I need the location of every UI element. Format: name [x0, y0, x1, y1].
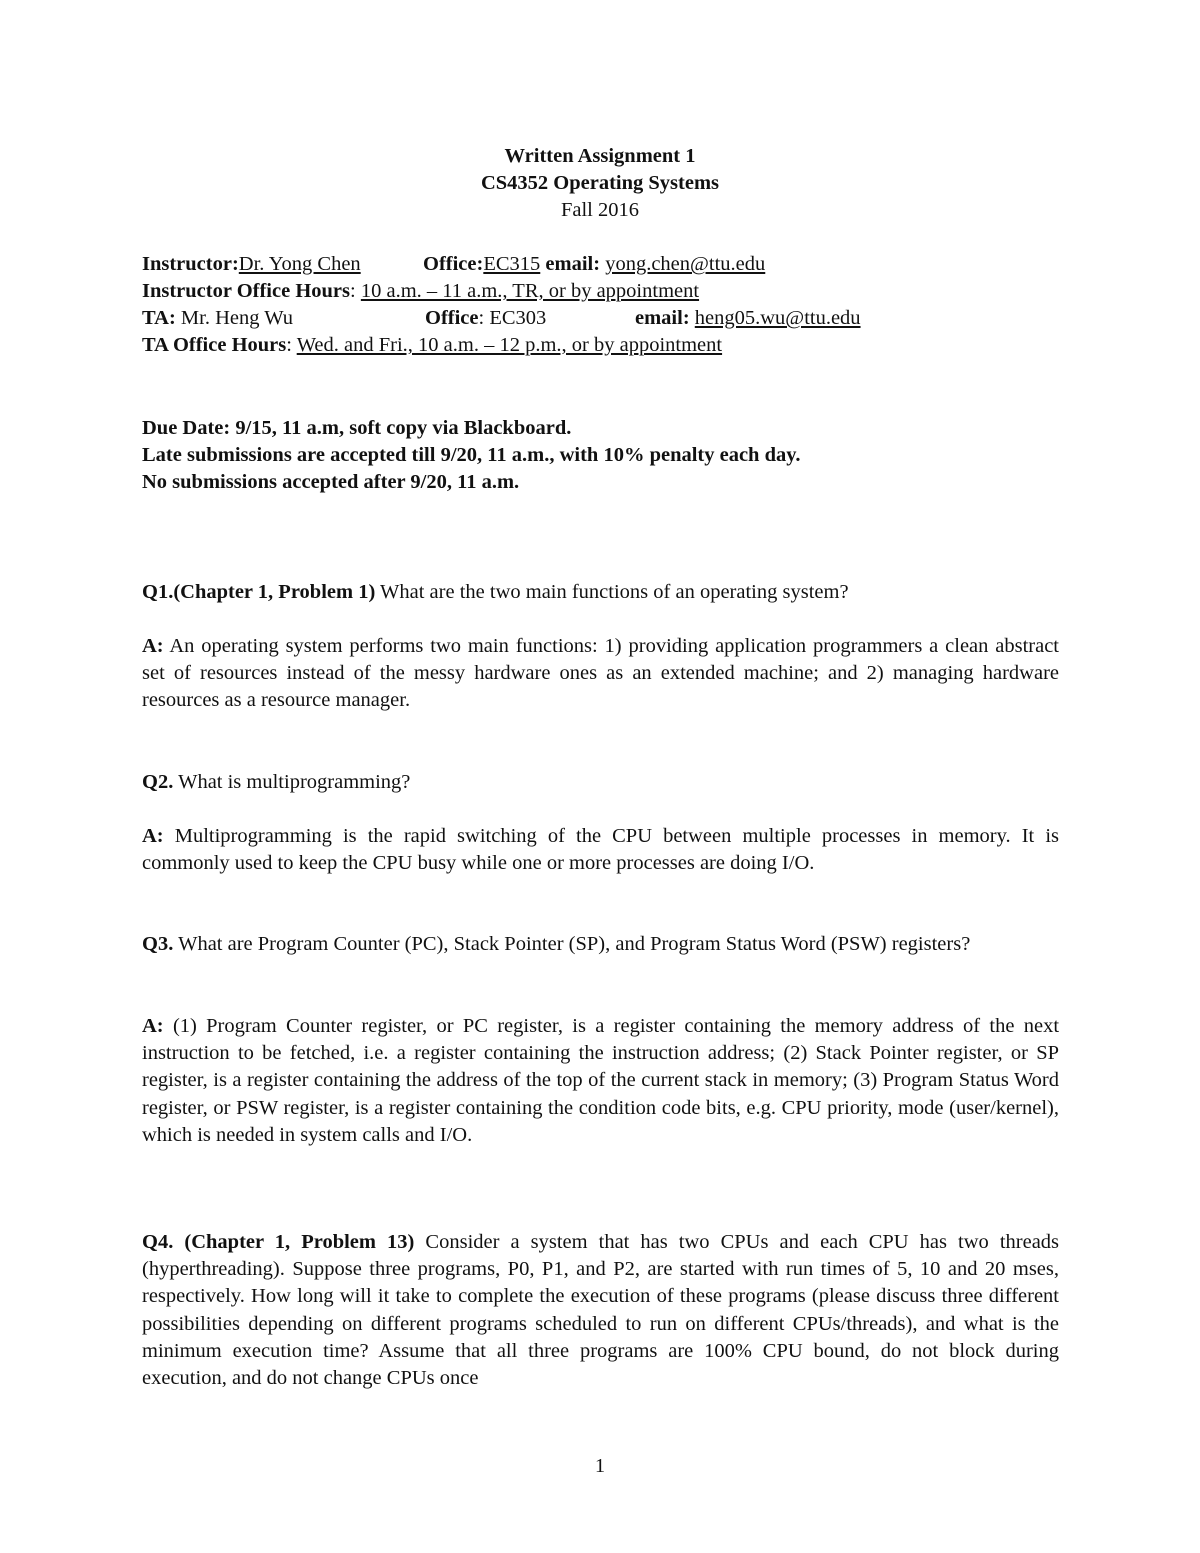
instructor-office: EC315	[483, 253, 541, 275]
question-3	[142, 931, 1059, 958]
question-text	[142, 931, 1059, 958]
document-header	[0, 143, 1200, 224]
answer-3	[142, 1013, 1059, 1149]
question-text	[142, 579, 1059, 606]
question-2	[142, 769, 1059, 796]
assignment-title: Written Assignment 1	[504, 145, 696, 167]
instructor-hours-row: Instructor Office Hours: 10 a.m. – 11 a.m., TR, or by appointment	[142, 280, 700, 302]
ta-office-label: Office	[425, 307, 479, 329]
answer-body: Multiprogramming is the rapid switching of the CPU between multiple processes in memory. It is commonly used to keep the CPU busy while one or more processes are doing I/O.	[142, 825, 1059, 875]
due-date-block	[142, 415, 1082, 496]
ta-row: TA: Mr. Heng Wu Office: EC303 email: heng05.wu@ttu.edu	[142, 307, 861, 329]
contact-info	[142, 251, 1082, 359]
course-title: CS4352 Operating Systems	[480, 172, 720, 194]
question-label: Q1.	[142, 581, 174, 603]
instructor-office-label: Office:	[423, 253, 484, 275]
answer-label: A:	[142, 1015, 164, 1037]
cutoff-policy: No submissions accepted after 9/20, 11 a.m.	[142, 471, 520, 493]
question-label: Q2.	[142, 771, 174, 793]
ta-hours: Wed. and Fri., 10 a.m. – 12 p.m., or by appointment	[296, 334, 723, 356]
question-body: What are the two main functions of an operating system?	[380, 581, 849, 603]
question-4	[142, 1229, 1059, 1392]
answer-label: A:	[142, 825, 164, 847]
question-body: What is multiprogramming?	[178, 771, 411, 793]
question-text	[142, 1229, 1059, 1392]
page-number: 1	[594, 1455, 606, 1477]
instructor-label: Instructor:	[142, 253, 239, 275]
answer-1	[142, 633, 1059, 715]
answer-text	[142, 1013, 1059, 1149]
instructor-email-link[interactable]: yong.chen@ttu.edu	[605, 253, 766, 275]
answer-label: A:	[142, 635, 164, 657]
question-1	[142, 579, 1059, 606]
instructor-row	[142, 251, 1082, 278]
instructor-hours: 10 a.m. – 11 a.m., TR, or by appointment	[360, 280, 700, 302]
due-date: Due Date: 9/15, 11 a.m, soft copy via Blackboard.	[142, 417, 572, 439]
answer-body: An operating system performs two main functions: 1) providing application programmers a clean abstract set of resources instead of the messy hardware ones as an extended machine; and 2) managing hardware resources as a resource manager.	[142, 635, 1059, 712]
ta-hours-row: TA Office Hours: Wed. and Fri., 10 a.m. – 12 p.m., or by appointment	[142, 334, 723, 356]
ta-hours-label: TA Office Hours	[142, 334, 287, 356]
instructor-name: Dr. Yong Chen	[238, 253, 361, 275]
term: Fall 2016	[560, 199, 640, 221]
late-policy: Late submissions are accepted till 9/20, 11 a.m., with 10% penalty each day.	[142, 444, 801, 466]
instructor-email-label: email:	[545, 253, 601, 275]
ta-name: Mr. Heng Wu	[180, 307, 294, 329]
ta-email-label: email:	[635, 307, 690, 329]
answer-body: (1) Program Counter register, or PC register, is a register containing the memory address of the next instruction to be fetched, i.e. a register containing the instruction address; (2) Stack Pointer register, or SP register, is a register containing the address of the top of the current stack in memory; (3) Program Status Word register, or PSW register, is a register containing the condition code bits, e.g. CPU priority, mode (user/kernel), which is needed in system calls and I/O.	[142, 1015, 1060, 1146]
question-text	[142, 769, 1059, 796]
answer-text	[142, 823, 1059, 877]
ta-email-link[interactable]: heng05.wu@ttu.edu	[694, 307, 861, 329]
question-body: What are Program Counter (PC), Stack Pointer (SP), and Program Status Word (PSW) registers?	[178, 933, 971, 955]
instructor-hours-label: Instructor Office Hours	[142, 280, 351, 302]
question-label: Q3.	[142, 933, 174, 955]
ta-label: TA:	[142, 307, 176, 329]
question-body: Consider a system that has two CPUs and each CPU has two threads (hyperthreading). Suppose three programs, P0, P1, and P2, are started with run times of 5, 10 and 20 mses, respectively. How long will it take to complete the execution of these programs (please discuss three different possibilities depending on different programs scheduled to run on different CPUs/threads), and what is the minimum execution time? Assume that all three programs are 100% CPU bound, do not block during execution, and do not change CPUs once	[142, 1231, 1060, 1390]
ta-office: EC303	[489, 307, 547, 329]
answer-2	[142, 823, 1059, 877]
question-reference: (Chapter 1, Problem 13)	[184, 1231, 415, 1253]
question-label: Q4.	[142, 1231, 174, 1253]
question-reference: (Chapter 1, Problem 1)	[173, 581, 376, 603]
answer-text	[142, 633, 1059, 715]
